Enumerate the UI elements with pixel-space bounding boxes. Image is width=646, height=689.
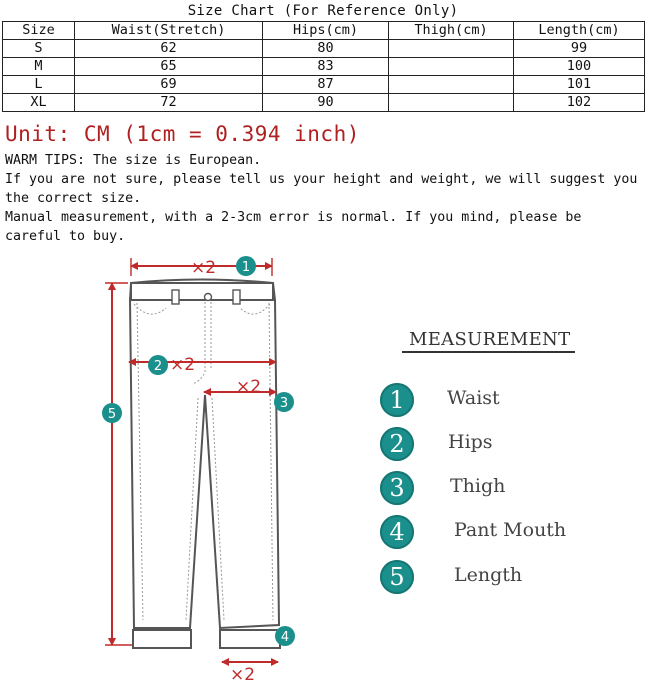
cell-size: S xyxy=(3,40,75,58)
header-size: Size xyxy=(3,22,75,40)
marker-1-icon xyxy=(236,256,256,276)
legend-label: Hips xyxy=(448,431,493,453)
svg-text:2: 2 xyxy=(153,359,163,374)
svg-text:5: 5 xyxy=(107,407,117,422)
legend-item-waist xyxy=(380,383,640,417)
unit-note: Unit: CM (1cm = 0.394 inch) xyxy=(5,122,360,146)
cell-waist: 69 xyxy=(75,76,263,94)
cell-hips: 90 xyxy=(263,94,389,112)
number-1-icon: 1 xyxy=(380,383,414,417)
svg-text:3: 3 xyxy=(279,396,289,411)
cell-size: M xyxy=(3,58,75,76)
legend-label: Pant Mouth xyxy=(454,519,567,541)
table-row xyxy=(3,94,645,112)
legend-item-pant-mouth xyxy=(380,515,640,549)
size-chart-title: Size Chart (For Reference Only) xyxy=(187,3,459,19)
marker-4-icon xyxy=(275,626,295,646)
marker-5-icon xyxy=(102,403,122,423)
cell-thigh xyxy=(389,58,514,76)
table-row xyxy=(3,58,645,76)
measurement-title: MEASUREMENT xyxy=(409,329,571,350)
legend-label: Length xyxy=(454,564,523,586)
header-length: Length(cm) xyxy=(514,22,645,40)
cell-waist: 65 xyxy=(75,58,263,76)
cell-thigh xyxy=(389,40,514,58)
measurement-underline xyxy=(402,351,575,353)
cell-length: 100 xyxy=(514,58,645,76)
tip-line: WARM TIPS: The size is European. xyxy=(5,153,262,168)
svg-text:4: 4 xyxy=(280,630,290,645)
number-3-icon: 3 xyxy=(380,471,414,505)
legend-item-hips xyxy=(380,427,640,461)
header-waist: Waist(Stretch) xyxy=(75,22,263,40)
cell-size: L xyxy=(3,76,75,94)
cell-hips: 87 xyxy=(263,76,389,94)
cell-hips: 80 xyxy=(263,40,389,58)
header-thigh: Thigh(cm) xyxy=(389,22,514,40)
table-row xyxy=(3,76,645,94)
legend-item-length xyxy=(380,560,640,594)
legend-label: Thigh xyxy=(450,475,506,497)
thigh-multiplier: ×2 xyxy=(236,377,262,397)
cell-length: 99 xyxy=(514,40,645,58)
cell-waist: 62 xyxy=(75,40,263,58)
pant-mouth-multiplier: ×2 xyxy=(230,665,256,685)
cell-length: 102 xyxy=(514,94,645,112)
svg-text:1: 1 xyxy=(241,260,251,275)
cell-length: 101 xyxy=(514,76,645,94)
cell-thigh xyxy=(389,94,514,112)
pants-diagram xyxy=(0,248,646,689)
cell-thigh xyxy=(389,76,514,94)
header-hips: Hips(cm) xyxy=(263,22,389,40)
marker-3-icon xyxy=(274,392,294,412)
cell-waist: 72 xyxy=(75,94,263,112)
size-table xyxy=(2,21,645,112)
tips-block xyxy=(5,151,641,246)
number-4-icon: 4 xyxy=(380,515,414,549)
marker-2-icon xyxy=(148,355,168,375)
number-5-icon: 5 xyxy=(380,560,414,594)
legend-item-thigh xyxy=(380,471,640,505)
cell-size: XL xyxy=(3,94,75,112)
table-header-row xyxy=(3,22,645,40)
number-2-icon: 2 xyxy=(380,427,414,461)
table-row xyxy=(3,40,645,58)
tip-line: If you are not sure, please tell us your height and weight, we will suggest you the correct size. xyxy=(5,172,638,206)
legend-label: Waist xyxy=(447,387,500,409)
hips-multiplier: ×2 xyxy=(170,355,196,375)
cell-hips: 83 xyxy=(263,58,389,76)
waist-multiplier: ×2 xyxy=(191,258,217,278)
tip-line: Manual measurement, with a 2-3cm error is normal. If you mind, please be careful to buy. xyxy=(5,210,582,244)
